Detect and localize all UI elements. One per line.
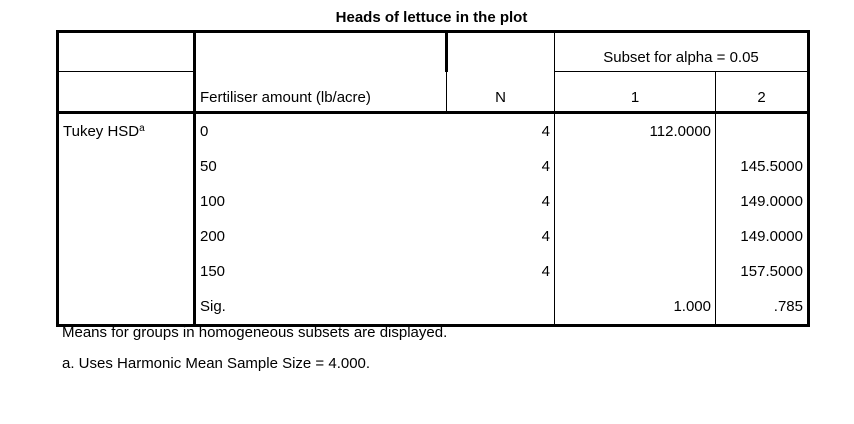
subset-2-cell: 157.5000 bbox=[716, 254, 809, 289]
factor-cell: 150 bbox=[200, 262, 226, 280]
table-row bbox=[58, 113, 809, 150]
subset-1-cell: 112.0000 bbox=[555, 113, 716, 150]
n-column-header: N bbox=[447, 72, 555, 113]
test-label-cell bbox=[58, 254, 195, 289]
sig-row bbox=[58, 289, 809, 326]
table-row bbox=[58, 219, 809, 254]
test-label-cell bbox=[58, 289, 195, 326]
subset-1-column-header: 1 bbox=[555, 72, 716, 113]
footnote-harmonic-mean: a. Uses Harmonic Mean Sample Size = 4.000. bbox=[62, 355, 371, 372]
factor-cell: 100 bbox=[200, 192, 226, 210]
test-label-cell bbox=[58, 113, 195, 150]
n-cell: 4 bbox=[447, 113, 555, 150]
n-cell: 4 bbox=[447, 254, 555, 289]
factor-cell: 0 bbox=[200, 122, 209, 140]
tukey-hsd-table bbox=[56, 30, 810, 327]
table-title: Heads of lettuce in the plot bbox=[335, 9, 528, 26]
factor-column-header: Fertiliser amount (lb/acre) bbox=[195, 72, 447, 113]
subset-2-cell: 149.0000 bbox=[716, 184, 809, 219]
factor-cell: Sig. bbox=[195, 289, 447, 326]
header-row-1 bbox=[58, 32, 809, 72]
n-cell: 4 bbox=[447, 219, 555, 254]
header-empty-cell bbox=[58, 72, 195, 113]
subset-1-cell bbox=[555, 254, 716, 289]
subset-2-column-header: 2 bbox=[716, 72, 809, 113]
factor-cell: 50 bbox=[200, 157, 217, 175]
factor-cell: 200 bbox=[200, 227, 226, 245]
subset-2-cell bbox=[716, 113, 809, 150]
table-row bbox=[58, 254, 809, 289]
subset-1-cell: 1.000 bbox=[555, 289, 716, 326]
subset-2-cell: .785 bbox=[716, 289, 809, 326]
subset-2-cell: 145.5000 bbox=[716, 149, 809, 184]
header-row-2 bbox=[58, 72, 809, 113]
subset-2-cell: 149.0000 bbox=[716, 219, 809, 254]
header-empty-cell bbox=[447, 32, 555, 72]
subset-1-cell bbox=[555, 184, 716, 219]
table-row bbox=[58, 149, 809, 184]
header-empty-cell bbox=[195, 32, 447, 72]
subset-header: Subset for alpha = 0.05 bbox=[555, 32, 809, 72]
header-corner-cell bbox=[58, 32, 195, 72]
test-label-cell bbox=[58, 184, 195, 219]
subset-1-cell bbox=[555, 219, 716, 254]
n-cell bbox=[447, 289, 555, 326]
table-row bbox=[58, 184, 809, 219]
n-cell: 4 bbox=[447, 149, 555, 184]
test-label-cell bbox=[58, 219, 195, 254]
test-label: Tukey HSD bbox=[63, 122, 140, 140]
test-label-cell bbox=[58, 149, 195, 184]
n-cell: 4 bbox=[447, 184, 555, 219]
subset-1-cell bbox=[555, 149, 716, 184]
footnote-means: Means for groups in homogeneous subsets are displayed. bbox=[62, 324, 448, 341]
footnote-marker: a bbox=[139, 122, 145, 134]
